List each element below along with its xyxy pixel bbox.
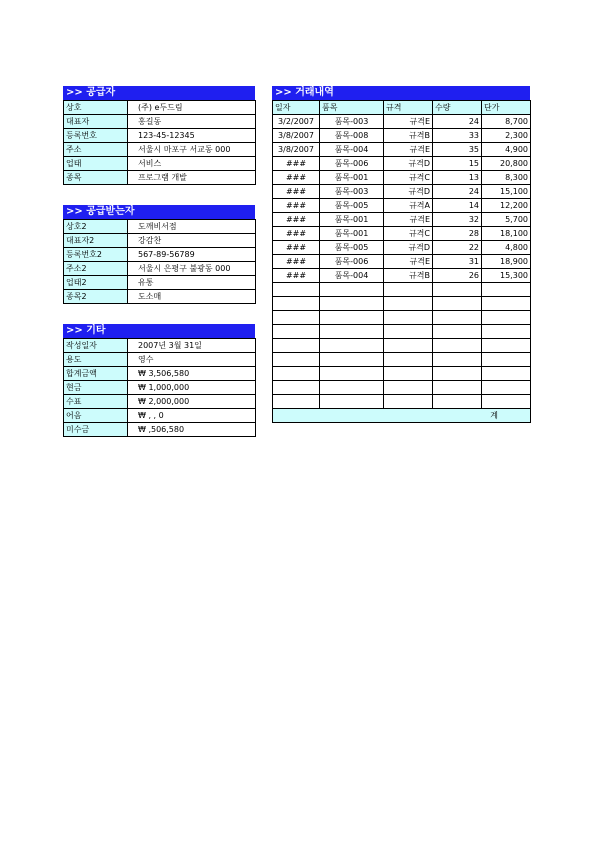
cell-item[interactable] [320, 381, 384, 395]
cell-qty[interactable] [433, 353, 482, 367]
cell-spec[interactable] [384, 283, 433, 297]
transactions-header: >> 거래내역 [272, 86, 530, 100]
cell-date[interactable]: 3/8/2007 [273, 143, 320, 157]
field-label: 업태2 [64, 276, 128, 290]
cell-date[interactable] [273, 283, 320, 297]
cell-price[interactable]: 4,800 [482, 241, 531, 255]
cell-spec[interactable]: 규격E [384, 213, 433, 227]
cell-qty[interactable]: 31 [433, 255, 482, 269]
transactions-header-row [273, 101, 531, 115]
cell-item[interactable]: 품목-004 [320, 143, 384, 157]
cell-qty[interactable]: 24 [433, 115, 482, 129]
field-value[interactable]: 서울시 은평구 불광동 000 [128, 262, 256, 276]
other-row [64, 381, 256, 395]
receiver-row [64, 220, 256, 234]
supplier-row [64, 129, 256, 143]
cell-price[interactable]: 20,800 [482, 157, 531, 171]
cell-price[interactable] [482, 325, 531, 339]
table-row [273, 185, 531, 199]
receiver-table [63, 219, 256, 304]
cell-spec[interactable]: 규격A [384, 199, 433, 213]
cell-qty[interactable] [433, 367, 482, 381]
receiver-section [63, 205, 255, 304]
field-value[interactable]: 도소매 [128, 290, 256, 304]
total-row [273, 409, 531, 423]
cell-qty[interactable] [433, 297, 482, 311]
table-row [273, 311, 531, 325]
transactions-body [273, 115, 531, 423]
cell-qty[interactable]: 22 [433, 241, 482, 255]
cell-qty[interactable] [433, 339, 482, 353]
table-row [273, 283, 531, 297]
column-header-qty: 수량 [433, 101, 482, 115]
cell-date[interactable] [273, 339, 320, 353]
other-row [64, 409, 256, 423]
cell-item[interactable]: 품목-005 [320, 241, 384, 255]
cell-spec[interactable]: 규격D [384, 157, 433, 171]
field-value[interactable]: ₩ , , 0 [128, 409, 256, 423]
total-label[interactable]: 계 [273, 409, 531, 423]
cell-date[interactable]: ### [273, 227, 320, 241]
cell-item[interactable] [320, 297, 384, 311]
cell-price[interactable]: 18,100 [482, 227, 531, 241]
cell-spec[interactable]: 규격E [384, 143, 433, 157]
cell-price[interactable]: 15,100 [482, 185, 531, 199]
cell-qty[interactable]: 35 [433, 143, 482, 157]
cell-spec[interactable]: 규격C [384, 171, 433, 185]
transactions-table [272, 100, 531, 423]
cell-item[interactable] [320, 283, 384, 297]
cell-item[interactable]: 품목-006 [320, 157, 384, 171]
cell-spec[interactable]: 규격B [384, 269, 433, 283]
table-row [273, 339, 531, 353]
field-label: 작성일자 [64, 339, 128, 353]
other-row [64, 353, 256, 367]
field-value[interactable]: 도깨비서점 [128, 220, 256, 234]
field-label: 종목 [64, 171, 128, 185]
cell-spec[interactable]: 규격E [384, 255, 433, 269]
cell-spec[interactable] [384, 325, 433, 339]
cell-qty[interactable]: 13 [433, 171, 482, 185]
receiver-row [64, 248, 256, 262]
table-row [273, 325, 531, 339]
table-row [273, 353, 531, 367]
cell-item[interactable]: 품목-003 [320, 185, 384, 199]
table-row [273, 297, 531, 311]
cell-qty[interactable] [433, 325, 482, 339]
cell-date[interactable]: ### [273, 185, 320, 199]
cell-item[interactable] [320, 395, 384, 409]
transactions-section [272, 86, 530, 423]
other-row [64, 423, 256, 437]
field-value[interactable]: ₩ ,506,580 [128, 423, 256, 437]
table-row [273, 367, 531, 381]
cell-price[interactable]: 12,200 [482, 199, 531, 213]
cell-item[interactable]: 품목-003 [320, 115, 384, 129]
cell-price[interactable] [482, 297, 531, 311]
other-row [64, 395, 256, 409]
cell-qty[interactable]: 33 [433, 129, 482, 143]
cell-spec[interactable] [384, 311, 433, 325]
cell-date[interactable] [273, 297, 320, 311]
supplier-row [64, 143, 256, 157]
cell-spec[interactable] [384, 353, 433, 367]
cell-price[interactable]: 2,300 [482, 129, 531, 143]
field-label: 미수금 [64, 423, 128, 437]
field-value[interactable]: 영수 [128, 353, 256, 367]
cell-price[interactable]: 18,900 [482, 255, 531, 269]
cell-item[interactable]: 품목-005 [320, 199, 384, 213]
cell-qty[interactable] [433, 381, 482, 395]
cell-item[interactable] [320, 325, 384, 339]
cell-date[interactable]: 3/8/2007 [273, 129, 320, 143]
field-label: 현금 [64, 381, 128, 395]
field-label: 상호2 [64, 220, 128, 234]
cell-spec[interactable]: 규격D [384, 185, 433, 199]
supplier-header: >> 공급자 [63, 86, 255, 100]
cell-date[interactable]: ### [273, 171, 320, 185]
table-row [273, 171, 531, 185]
cell-price[interactable] [482, 395, 531, 409]
table-row [273, 213, 531, 227]
cell-date[interactable]: ### [273, 241, 320, 255]
field-label: 용도 [64, 353, 128, 367]
cell-spec[interactable] [384, 297, 433, 311]
cell-spec[interactable] [384, 395, 433, 409]
table-row [273, 269, 531, 283]
cell-qty[interactable] [433, 395, 482, 409]
field-label: 대표자2 [64, 234, 128, 248]
cell-qty[interactable]: 24 [433, 185, 482, 199]
cell-spec[interactable]: 규격C [384, 227, 433, 241]
cell-price[interactable] [482, 311, 531, 325]
other-table [63, 338, 256, 437]
supplier-row [64, 101, 256, 115]
cell-date[interactable] [273, 311, 320, 325]
cell-date[interactable] [273, 325, 320, 339]
field-value[interactable]: 유통 [128, 276, 256, 290]
cell-qty[interactable] [433, 283, 482, 297]
field-value[interactable]: 서울시 마포구 서교동 000 [128, 143, 256, 157]
field-label: 등록번호 [64, 129, 128, 143]
cell-date[interactable] [273, 381, 320, 395]
supplier-section [63, 86, 255, 185]
cell-spec[interactable]: 규격B [384, 129, 433, 143]
cell-item[interactable]: 품목-004 [320, 269, 384, 283]
supplier-row [64, 171, 256, 185]
cell-date[interactable]: ### [273, 269, 320, 283]
cell-item[interactable] [320, 339, 384, 353]
cell-date[interactable] [273, 395, 320, 409]
cell-price[interactable]: 8,300 [482, 171, 531, 185]
cell-price[interactable] [482, 353, 531, 367]
cell-spec[interactable]: 규격D [384, 241, 433, 255]
cell-spec[interactable] [384, 367, 433, 381]
field-label: 업태 [64, 157, 128, 171]
cell-qty[interactable]: 28 [433, 227, 482, 241]
cell-price[interactable] [482, 381, 531, 395]
table-row [273, 395, 531, 409]
cell-date[interactable] [273, 367, 320, 381]
field-label: 대표자 [64, 115, 128, 129]
cell-date[interactable]: ### [273, 255, 320, 269]
field-value[interactable]: ₩ 3,506,580 [128, 367, 256, 381]
cell-item[interactable]: 품목-006 [320, 255, 384, 269]
field-value[interactable]: ₩ 1,000,000 [128, 381, 256, 395]
cell-item[interactable]: 품목-001 [320, 213, 384, 227]
supplier-row [64, 157, 256, 171]
cell-item[interactable] [320, 311, 384, 325]
cell-price[interactable] [482, 367, 531, 381]
receiver-row [64, 262, 256, 276]
cell-date[interactable]: ### [273, 157, 320, 171]
field-value[interactable]: ₩ 2,000,000 [128, 395, 256, 409]
cell-spec[interactable]: 규격E [384, 115, 433, 129]
cell-qty[interactable]: 14 [433, 199, 482, 213]
other-row [64, 339, 256, 353]
receiver-row [64, 276, 256, 290]
field-label: 합계금액 [64, 367, 128, 381]
table-row [273, 381, 531, 395]
column-header-date: 일자 [273, 101, 320, 115]
receiver-row [64, 234, 256, 248]
field-value[interactable]: 강감찬 [128, 234, 256, 248]
field-value[interactable]: 123-45-12345 [128, 129, 256, 143]
field-value[interactable]: (주) e두드림 [128, 101, 256, 115]
table-row [273, 143, 531, 157]
field-label: 수표 [64, 395, 128, 409]
supplier-row [64, 115, 256, 129]
cell-item[interactable]: 품목-001 [320, 171, 384, 185]
field-value[interactable]: 2007년 3월 31일 [128, 339, 256, 353]
receiver-header: >> 공급받는자 [63, 205, 255, 219]
cell-date[interactable]: ### [273, 213, 320, 227]
cell-qty[interactable]: 15 [433, 157, 482, 171]
cell-price[interactable] [482, 283, 531, 297]
cell-item[interactable] [320, 367, 384, 381]
other-section [63, 324, 255, 437]
cell-qty[interactable]: 26 [433, 269, 482, 283]
cell-item[interactable] [320, 353, 384, 367]
cell-date[interactable]: 3/2/2007 [273, 115, 320, 129]
table-row [273, 115, 531, 129]
column-header-item: 품목 [320, 101, 384, 115]
other-header: >> 기타 [63, 324, 255, 338]
cell-price[interactable]: 15,300 [482, 269, 531, 283]
table-row [273, 199, 531, 213]
cell-qty[interactable]: 32 [433, 213, 482, 227]
field-label: 등록번호2 [64, 248, 128, 262]
field-label: 상호 [64, 101, 128, 115]
table-row [273, 241, 531, 255]
column-header-price: 단가 [482, 101, 531, 115]
receiver-row [64, 290, 256, 304]
cell-spec[interactable] [384, 381, 433, 395]
field-value[interactable]: 홍길동 [128, 115, 256, 129]
cell-qty[interactable] [433, 311, 482, 325]
cell-date[interactable] [273, 353, 320, 367]
field-label: 주소 [64, 143, 128, 157]
field-label: 어음 [64, 409, 128, 423]
cell-item[interactable]: 품목-001 [320, 227, 384, 241]
table-row [273, 255, 531, 269]
field-label: 종목2 [64, 290, 128, 304]
other-row [64, 367, 256, 381]
cell-date[interactable]: ### [273, 199, 320, 213]
supplier-table [63, 100, 256, 185]
field-value[interactable]: 567-89-56789 [128, 248, 256, 262]
field-value[interactable]: 서비스 [128, 157, 256, 171]
cell-price[interactable]: 5,700 [482, 213, 531, 227]
field-value[interactable]: 프로그램 개발 [128, 171, 256, 185]
cell-item[interactable]: 품목-008 [320, 129, 384, 143]
table-row [273, 157, 531, 171]
column-header-spec: 규격 [384, 101, 433, 115]
cell-spec[interactable] [384, 339, 433, 353]
table-row [273, 129, 531, 143]
field-label: 주소2 [64, 262, 128, 276]
cell-price[interactable]: 8,700 [482, 115, 531, 129]
cell-price[interactable] [482, 339, 531, 353]
cell-price[interactable]: 4,900 [482, 143, 531, 157]
table-row [273, 227, 531, 241]
